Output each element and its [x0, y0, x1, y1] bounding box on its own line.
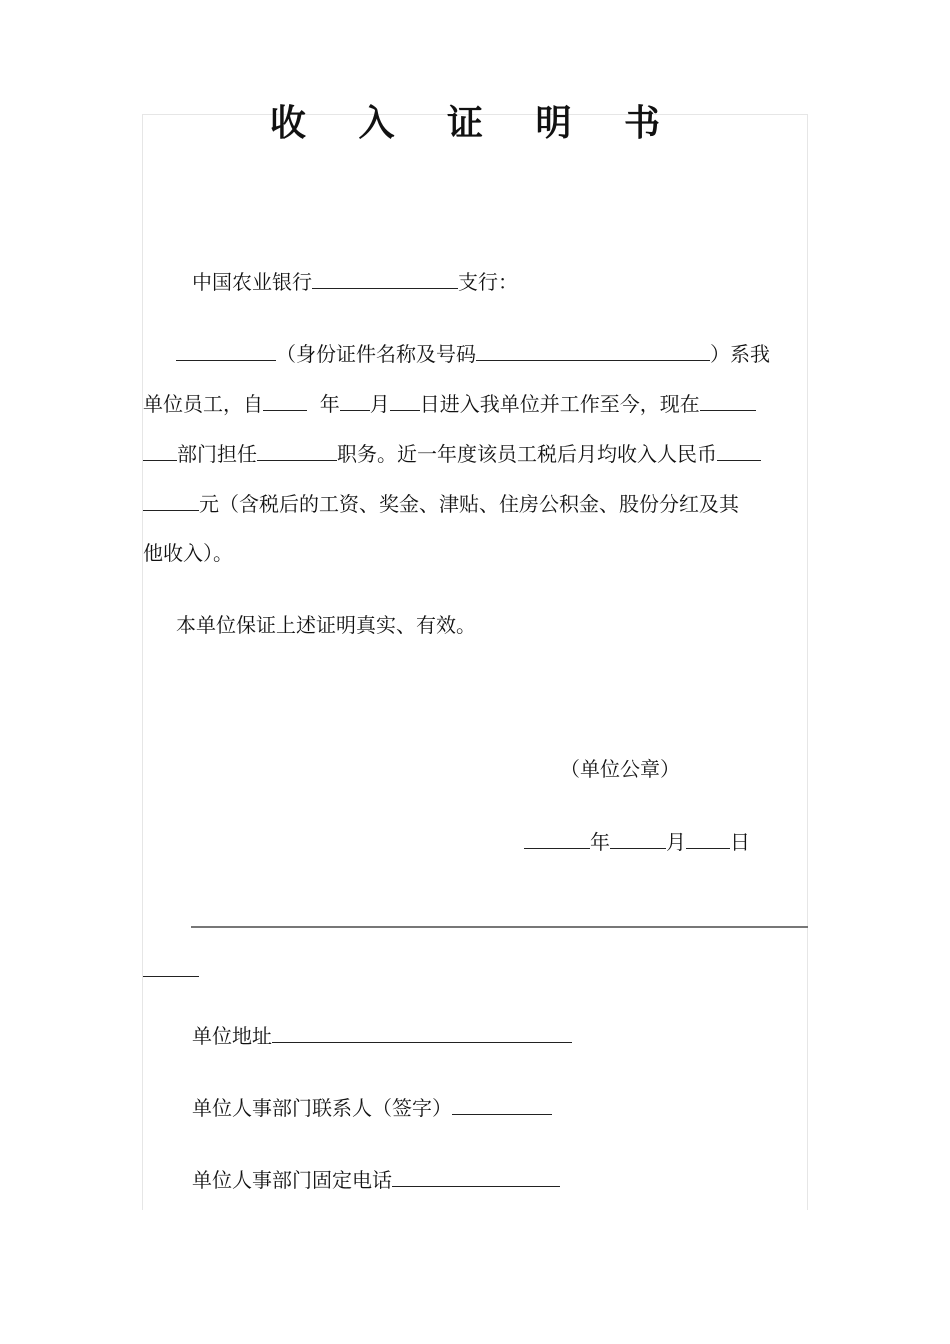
id-label: （身份证件名称及号码: [276, 342, 476, 366]
date-day-blank[interactable]: [686, 826, 730, 849]
address-line: [192, 1020, 572, 1051]
address-blank[interactable]: [272, 1020, 572, 1043]
body-text-1b: ）系我: [710, 342, 770, 366]
date-line: [524, 826, 750, 857]
branch-blank[interactable]: [312, 266, 458, 289]
document-title: 收 入 证 明 书: [269, 102, 681, 144]
separator-rule: [191, 926, 808, 928]
contact-label: 单位人事部门联系人（签字）: [192, 1096, 452, 1120]
start-month-blank[interactable]: [340, 388, 370, 411]
id-number-blank[interactable]: [476, 338, 710, 361]
department-blank-a[interactable]: [700, 388, 756, 411]
phone-blank[interactable]: [392, 1164, 560, 1187]
month-label: 月: [369, 392, 390, 416]
body-line-5: 他收入）。: [143, 541, 233, 565]
body-line-4: [143, 488, 739, 519]
body-line-1: [176, 338, 770, 369]
contact-line: [192, 1092, 552, 1123]
body-text-4a: 元（含税后的工资、奖金、津贴、住房公积金、股份分红及其: [199, 492, 739, 516]
addressee-prefix: 中国农业银行: [192, 270, 312, 294]
contact-blank[interactable]: [452, 1092, 552, 1115]
date-month-label: 月: [666, 830, 686, 854]
addressee-line: [192, 266, 518, 297]
phone-label: 单位人事部门固定电话: [192, 1168, 392, 1192]
start-year-blank[interactable]: [263, 388, 307, 411]
year-label: 年: [319, 392, 340, 416]
date-year-label: 年: [590, 830, 610, 854]
guarantee-text: 本单位保证上述证明真实、有效。: [176, 613, 476, 637]
separator-stub: [143, 976, 199, 977]
body-line-3: [143, 438, 761, 469]
income-blank-b[interactable]: [143, 488, 199, 511]
employee-name-blank[interactable]: [176, 338, 276, 361]
address-label: 单位地址: [192, 1024, 272, 1048]
body-line-2: [143, 388, 756, 419]
position-blank[interactable]: [257, 438, 337, 461]
body-text-2a: 单位员工，自: [143, 392, 263, 416]
body-text-3b: 职务。近一年度该员工税后月均收入人民币: [337, 442, 717, 466]
body-text-2d: 日进入我单位并工作至今，现在: [419, 392, 700, 416]
phone-line: [192, 1164, 560, 1195]
start-day-blank[interactable]: [390, 388, 420, 411]
department-blank-b[interactable]: [143, 438, 177, 461]
seal-label: （单位公章）: [560, 757, 680, 781]
income-blank-a[interactable]: [717, 438, 761, 461]
date-day-label: 日: [730, 830, 750, 854]
date-year-blank[interactable]: [524, 826, 590, 849]
body-text-3a: 部门担任: [177, 442, 257, 466]
date-month-blank[interactable]: [610, 826, 666, 849]
addressee-suffix: 支行：: [458, 270, 518, 294]
